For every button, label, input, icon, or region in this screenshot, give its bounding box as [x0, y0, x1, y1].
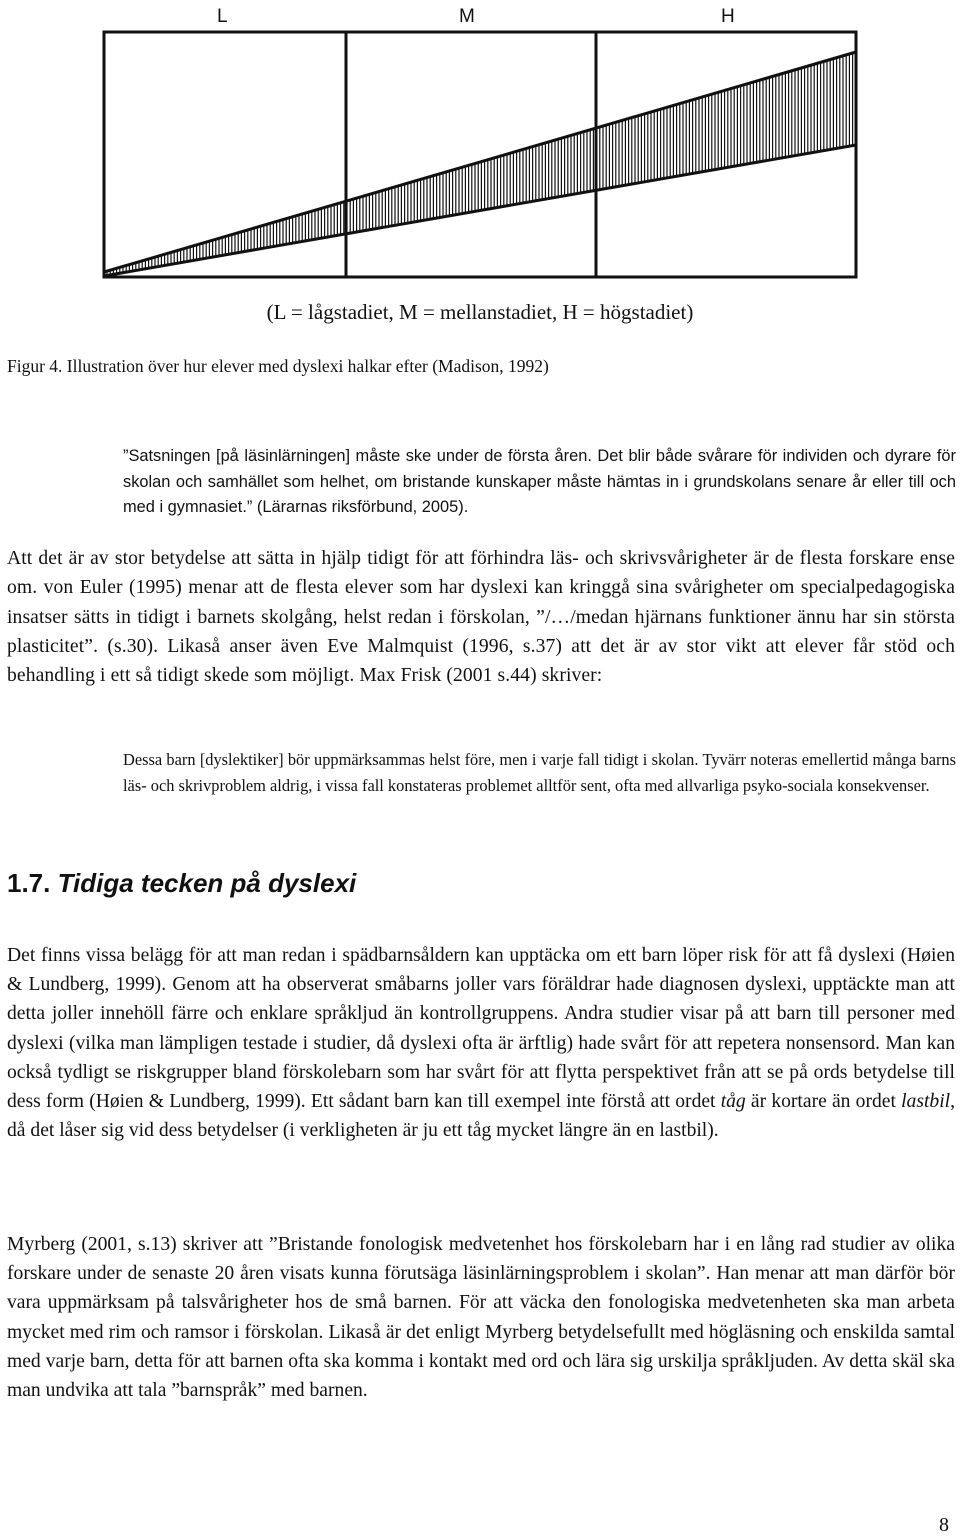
block-quote-frisk: Dessa barn [dyslektiker] bör uppmärksammas helst före, men i varje fall tidigt i skolan. Tyvärr noteras emellertid många barns läs- och skrivproblem aldrig, i vissa fall konstateras problemet alltför sent, ofta med allvarliga psyko-sociala konsekvenser.: [123, 750, 956, 795]
label-m: M: [459, 6, 475, 27]
word-lastbil: lastbil: [901, 1091, 951, 1113]
gap-diagram: [90, 0, 870, 290]
word-tag: tåg: [720, 1091, 746, 1113]
dyslexia-gap-figure: [90, 0, 870, 290]
page-number: 8: [939, 1514, 949, 1536]
label-l: L: [217, 6, 228, 27]
figure-legend: [0, 300, 960, 325]
legend-text: (L = lågstadiet, M = mellanstadiet, H = högstadiet): [266, 300, 694, 324]
paragraph-early-signs: [7, 941, 955, 1145]
figure-caption: Figur 4. Illustration över hur elever med dyslexi halkar efter (Madison, 1992): [7, 356, 549, 376]
section-heading: [7, 868, 356, 899]
para2-text-b: är kortare än ordet: [745, 1091, 902, 1113]
block-quote-lararnas-riksforbund: ”Satsningen [på läsinlärningen] måste ske under de första åren. Det blir både svårare för individen och dyrare för skolan och samhället som helhet, om bristande kunskaper måste hämtas in i grundskolans senare år eller till och med i gymnasiet.” (Lärarnas riksförbund, 2005).: [123, 447, 956, 517]
para2-text-a: Det finns vissa belägg för att man redan i spädbarnsåldern kan upptäcka om ett barn löper risk för att få dyslexi (Høien & Lundberg, 1999). Genom att ha observerat småbarns joller vars föräldrar hade diagnosen dyslexi, upptäckte man att detta joller innehöll färre och enklare språkljud än kontrollgruppens. Andra studier visar på att barn till personer med dyslexi (vilka man lämpligen testade i studier, då dyslexi ofta är ärftlig) hade svårt för att repetera nonsensord. Man kan också tydligt se riskgrupper bland förskolebarn som har svårt för att flytta perspektivet från att se på ords betydelse till dess form (Høien & Lundberg, 1999). Ett sådant barn kan till exempel inte förstå att ordet: [7, 945, 955, 1113]
section-title: Tidiga tecken på dyslexi: [57, 868, 357, 898]
paragraph-early-help: Att det är av stor betydelse att sätta in hjälp tidigt för att förhindra läs- och skrivsvårigheter är de flesta forskare ense om. von Euler (1995) menar att de flesta elever som har dyslexi kan kringgå sina svårigheter om specialpedagogiska insatser sätts in tidigt i barnets skolgång, helst redan i förskolan, ”/…/medan hjärnans funktioner ännu har sin största plasticitet”. (s.30). Likaså anser även Eve Malmquist (1996, s.37) att det är av stor vikt att elever får stöd och behandling i ett så tidigt skede som möjligt. Max Frisk (2001 s.44) skriver:: [7, 548, 955, 687]
para2-text-c: , då det låser sig vid dess betydelser (i verkligheten är ju ett tåg mycket längre än en lastbil).: [7, 1091, 955, 1142]
label-h: H: [721, 6, 735, 27]
section-number: 1.7.: [7, 868, 51, 898]
paragraph-myrberg: Myrberg (2001, s.13) skriver att ”Bristande fonologisk medvetenhet hos förskolebarn har i en lång rad studier av olika forskare under de senaste 20 åren visats kunna förutsäga läsinlärningsproblem i skolan”. Han menar att man därför bör vara uppmärksam på talsvårigheter hos de små barnen. För att väcka den fonologiska medvetenheten ska man arbeta mycket med rim och ramsor i förskolan. Likaså är det enligt Myrberg betydelsefullt med högläsning och enskilda samtal med varje barn, detta för att barnen ofta ska komma i kontakt med ord och lära sig urskilja språkljuden. Av detta skäl ska man undvika att tala ”barnspråk” med barnen.: [7, 1234, 955, 1402]
dyslexia-progress-line: [104, 145, 856, 276]
